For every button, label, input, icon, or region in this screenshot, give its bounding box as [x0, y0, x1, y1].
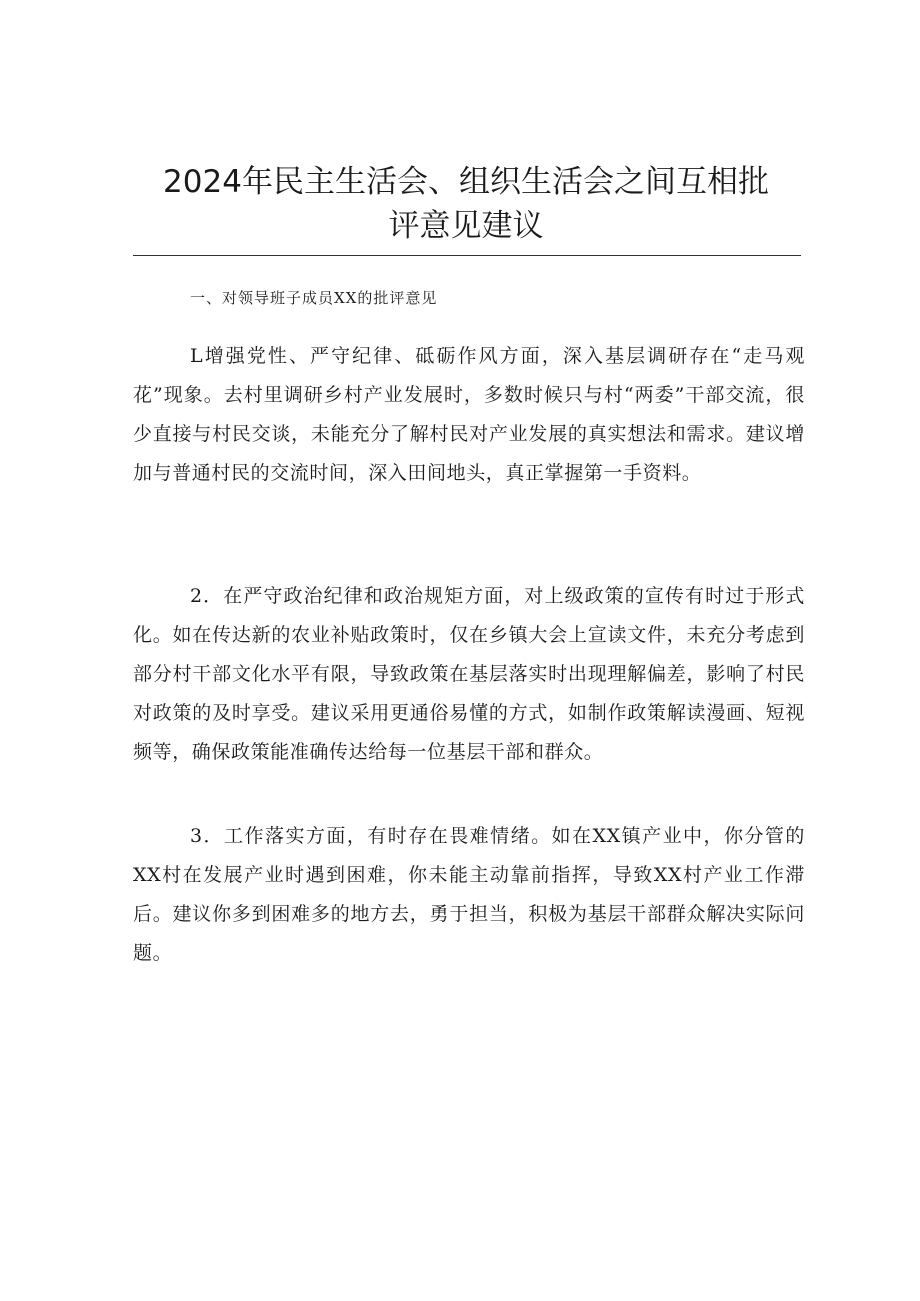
document-title — [130, 160, 802, 248]
paragraph-3: 3．工作落实方面，有时存在畏难情绪。如在XX镇产业中，你分管的XX村在发展产业时遇到困难，你未能主动靠前指挥，导致XX村产业工作滞后。建议你多到困难多的地方去，勇于担当，积极为基层干部群众解决实际问题。 — [133, 825, 805, 964]
title-divider — [133, 255, 801, 256]
paragraph-2: 2．在严守政治纪律和政治规矩方面，对上级政策的宣传有时过于形式化。如在传达新的农业补贴政策时，仅在乡镇大会上宣读文件，未充分考虑到部分村干部文化水平有限，导致政策在基层落实时出现理解偏差，影响了村民对政策的及时享受。建议采用更通俗易懂的方式，如制作政策解读漫画、短视频等，确保政策能准确传达给每一位基层干部和群众。 — [133, 585, 805, 763]
title-line-1: 2024年民主生活会、组织生活会之间互相批 — [163, 164, 769, 200]
section-heading: 一、对领导班子成员XX的批评意见 — [190, 289, 438, 307]
paragraph-1: L增强党性、严守纪律、砥砺作风方面，深入基层调研存在“走马观花”现象。去村里调研乡村产业发展时，多数时候只与村“两委”干部交流，很少直接与村民交谈，未能充分了解村民对产业发展的真实想法和需求。建议增加与普通村民的交流时间，深入田间地头，真正掌握第一手资料。 — [133, 345, 805, 484]
title-line-2: 评意见建议 — [388, 208, 544, 244]
